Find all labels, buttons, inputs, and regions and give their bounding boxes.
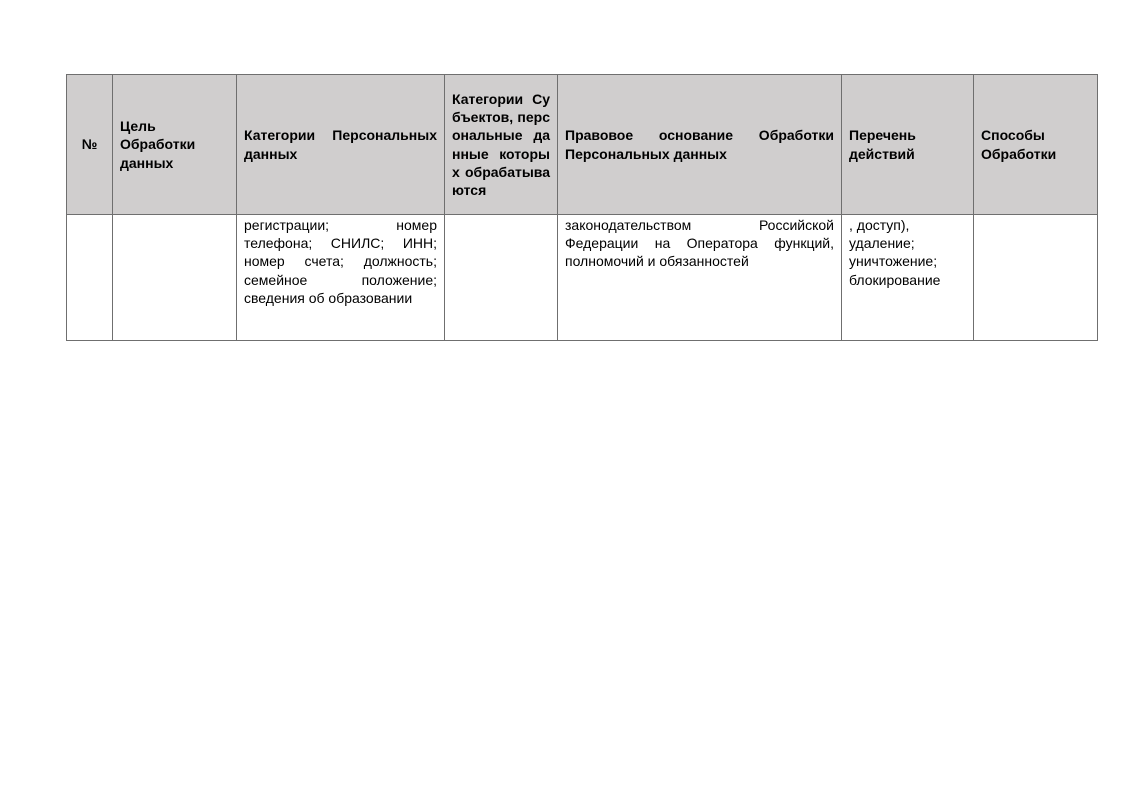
cell-processing-methods [974, 215, 1098, 341]
cell-legal-basis: законодательством Российской Федерации на Оператора функций, полномочий и обязанностей [558, 215, 842, 341]
cell-subject-categories [445, 215, 558, 341]
cell-personal-data-categories: регистрации; номер телефона; СНИЛС; ИНН; номер счета; должность; семейное положение; сведения об образовании [237, 215, 445, 341]
header-personal-data-categories: Категории Персональных данных [237, 75, 445, 215]
header-legal-basis: Правовое основание Обработки Персональных данных [558, 75, 842, 215]
table-header [67, 75, 1098, 215]
header-row [67, 75, 1098, 215]
header-processing-purpose: Цель Обработки данных [113, 75, 237, 215]
cell-processing-purpose [113, 215, 237, 341]
header-subject-categories-text: Категории Субъектов, персональные данные которых обрабатываются [452, 90, 550, 198]
table-body [67, 215, 1098, 341]
header-subject-categories [445, 75, 558, 215]
cell-number [67, 215, 113, 341]
header-number: № [67, 75, 113, 215]
header-actions-list: Перечень действий [842, 75, 974, 215]
cell-actions-list: , доступ), удаление; уничтожение; блокирование [842, 215, 974, 341]
table-row [67, 215, 1098, 341]
personal-data-processing-table [66, 74, 1098, 341]
header-processing-methods: Способы Обработки [974, 75, 1098, 215]
